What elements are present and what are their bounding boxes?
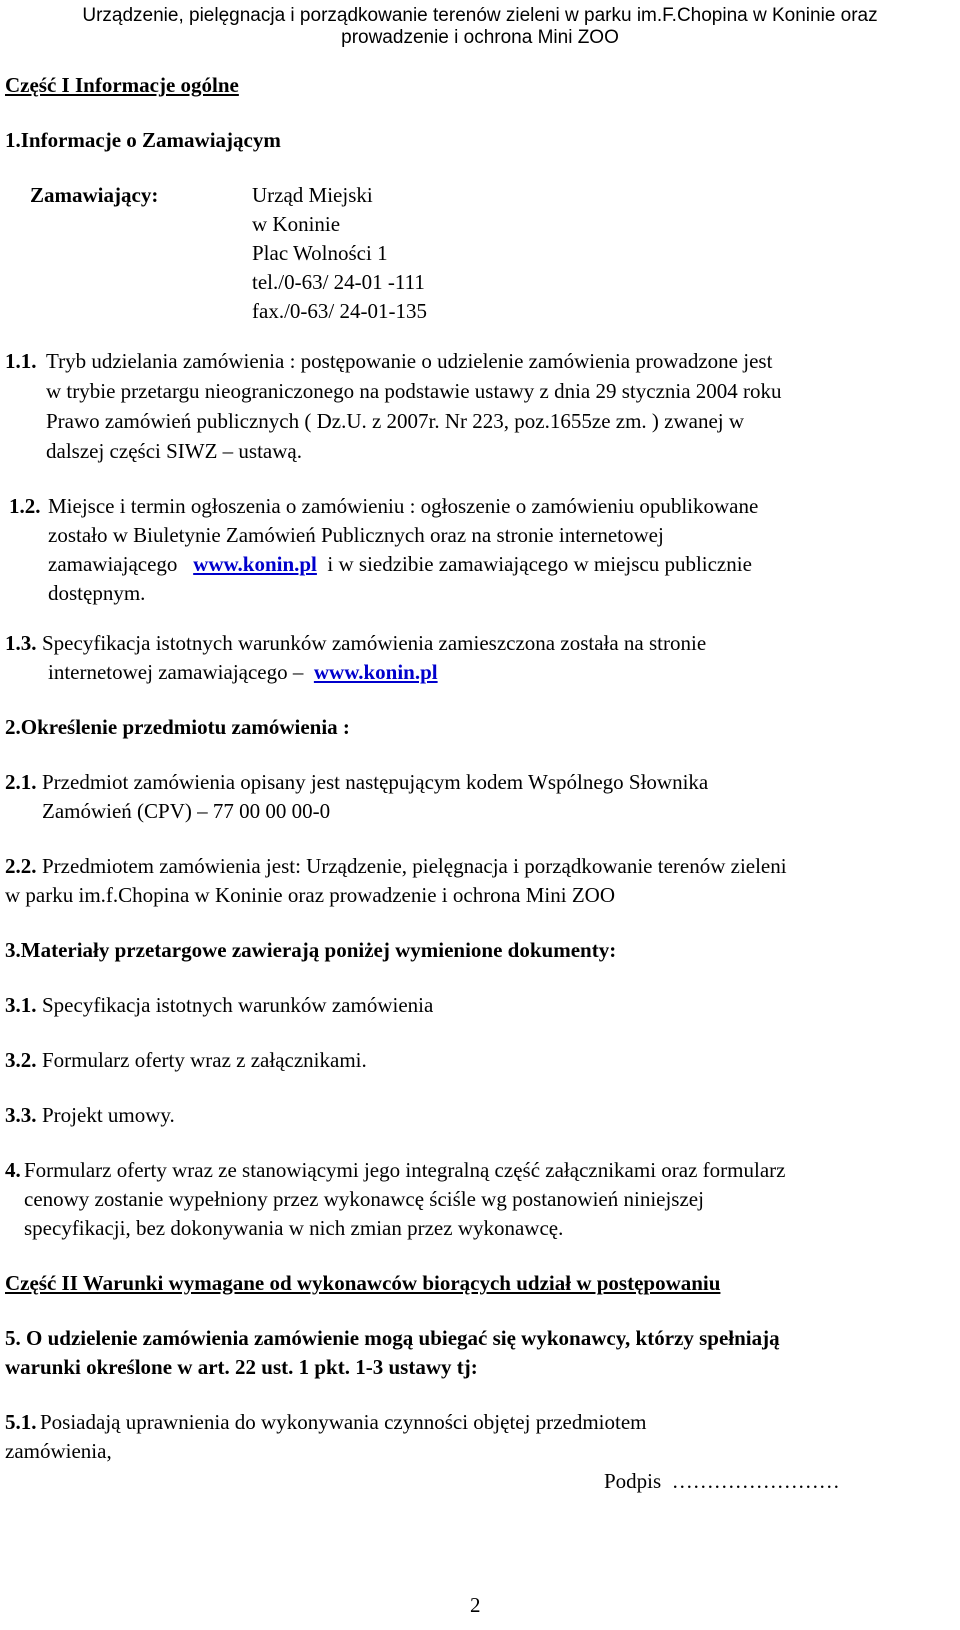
section-3-1-text: Specyfikacja istotnych warunków zamówienia bbox=[42, 993, 434, 1017]
section-5-heading: warunki określone w art. 22 ust. 1 pkt. 1-3 ustawy tj: bbox=[5, 1355, 478, 1379]
konin-website-link[interactable]: www.konin.pl bbox=[313, 660, 438, 684]
signature-dots: …………………… bbox=[671, 1469, 840, 1493]
section-5-1-text: Posiadają uprawnienia do wykonywania czynności objętej przedmiotem bbox=[40, 1410, 647, 1434]
address-line: Plac Wolności 1 bbox=[252, 241, 388, 265]
section-2-1-text: Zamówień (CPV) – 77 00 00 00-0 bbox=[42, 799, 331, 823]
signature-label: Podpis bbox=[604, 1469, 662, 1493]
address-line: tel./0-63/ 24-01 -111 bbox=[252, 270, 425, 294]
section-4-number: 4. bbox=[5, 1158, 21, 1182]
section-2-2-text: w parku im.f.Chopina w Koninie oraz prowadzenie i ochrona Mini ZOO bbox=[5, 883, 616, 907]
section-2-1-number: 2.1. bbox=[5, 770, 37, 794]
section-1-2-text: dostępnym. bbox=[48, 581, 146, 605]
part-1-title: Część I Informacje ogólne bbox=[5, 73, 239, 97]
section-3-2-number: 3.2. bbox=[5, 1048, 37, 1072]
section-2-heading: 2.Określenie przedmiotu zamówienia : bbox=[5, 715, 350, 739]
section-4-text: cenowy zostanie wypełniony przez wykonawcę ściśle wg postanowień niniejszej bbox=[24, 1187, 704, 1211]
section-3-2-text: Formularz oferty wraz z załącznikami. bbox=[42, 1048, 367, 1072]
section-4-text: specyfikacji, bez dokonywania w nich zmian przez wykonawcę. bbox=[24, 1216, 564, 1240]
section-5-1-number: 5.1. bbox=[5, 1410, 37, 1434]
section-1-3-text-line bbox=[48, 657, 438, 687]
konin-website-link[interactable]: www.konin.pl bbox=[193, 552, 317, 576]
section-1-3-text: internetowej zamawiającego – bbox=[48, 660, 304, 684]
part-2-title: Część II Warunki wymagane od wykonawców biorących udział w postępowaniu bbox=[5, 1271, 721, 1295]
section-2-1-text: Przedmiot zamówienia opisany jest następującym kodem Wspólnego Słownika bbox=[42, 770, 709, 794]
section-3-heading: 3.Materiały przetargowe zawierają poniżej wymienione dokumenty: bbox=[5, 938, 617, 962]
address-line: fax./0-63/ 24-01-135 bbox=[252, 299, 427, 323]
section-1-2-text: zamawiającego bbox=[48, 552, 178, 576]
section-1-2-text: i w siedzibie zamawiającego w miejscu publicznie bbox=[327, 552, 752, 576]
section-1-3-number: 1.3. bbox=[5, 631, 37, 655]
section-5-1-text: zamówienia, bbox=[5, 1439, 112, 1463]
address-line: w Koninie bbox=[252, 212, 341, 236]
section-2-2-text: Przedmiotem zamówienia jest: Urządzenie, pielęgnacja i porządkowanie terenów zieleni bbox=[42, 854, 787, 878]
section-1-2-text: zostało w Biuletynie Zamówień Publicznych oraz na stronie internetowej bbox=[48, 523, 664, 547]
section-3-3-text: Projekt umowy. bbox=[42, 1103, 175, 1127]
address-line: Urząd Miejski bbox=[252, 183, 373, 207]
section-1-2-number: 1.2. bbox=[9, 494, 41, 518]
section-1-1-text: Tryb udzielania zamówienia : postępowanie o udzielenie zamówienia prowadzone jest bbox=[46, 349, 773, 373]
section-1-2-text-line bbox=[48, 549, 752, 579]
section-1-3-text: Specyfikacja istotnych warunków zamówienia zamieszczona została na stronie bbox=[42, 631, 707, 655]
running-header-line-2: prowadzenie i ochrona Mini ZOO bbox=[341, 27, 619, 48]
section-1-1-text: Prawo zamówień publicznych ( Dz.U. z 2007r. Nr 223, poz.1655ze zm. ) zwanej w bbox=[46, 409, 745, 433]
page-number: 2 bbox=[470, 1593, 481, 1617]
section-3-1-number: 3.1. bbox=[5, 993, 37, 1017]
running-header-line-1: Urządzenie, pielęgnacja i porządkowanie terenów zieleni w parku im.F.Chopina w Koninie oraz bbox=[82, 5, 878, 26]
signature-line bbox=[604, 1466, 840, 1496]
section-3-3-number: 3.3. bbox=[5, 1103, 37, 1127]
section-1-1-number: 1.1. bbox=[5, 349, 37, 373]
section-4-text: Formularz oferty wraz ze stanowiącymi jego integralną część załącznikami oraz formularz bbox=[24, 1158, 786, 1182]
section-2-2-number: 2.2. bbox=[5, 854, 37, 878]
section-1-2-text: Miejsce i termin ogłoszenia o zamówieniu : ogłoszenie o zamówieniu opublikowane bbox=[48, 494, 759, 518]
section-5-heading: 5. O udzielenie zamówienia zamówienie mogą ubiegać się wykonawcy, którzy spełniają bbox=[5, 1326, 780, 1350]
section-1-heading: 1.Informacje o Zamawiającym bbox=[5, 128, 281, 152]
section-1-1-text: w trybie przetargu nieograniczonego na podstawie ustawy z dnia 29 stycznia 2004 roku bbox=[46, 379, 782, 403]
zamawiajacy-label: Zamawiający: bbox=[30, 183, 159, 207]
section-1-1-text: dalszej części SIWZ – ustawą. bbox=[46, 439, 302, 463]
